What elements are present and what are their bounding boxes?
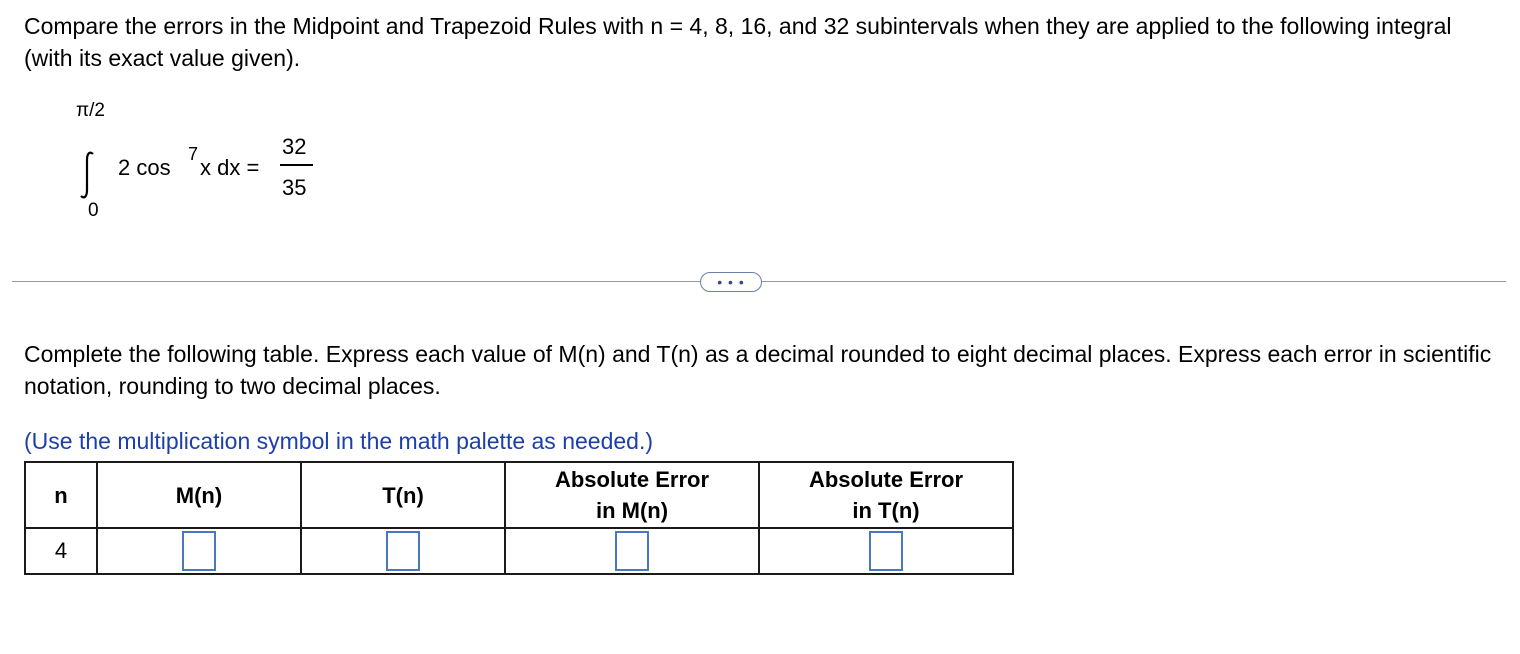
table-row <box>25 528 1013 574</box>
instructions-text: Complete the following table. Express each value of M(n) and T(n) as a decimal rounded to eight decimal places. Express each error in scientific notation, rounding to two decimal places. <box>24 341 1492 399</box>
cell-midpoint <box>97 528 301 574</box>
answer-table <box>24 461 1014 575</box>
header-n: n <box>25 462 97 528</box>
header-error-midpoint-line1: Absolute Error <box>554 467 710 492</box>
integral-lower-limit: 0 <box>88 200 99 221</box>
header-error-trapezoid-line2: in T(n) <box>852 498 920 523</box>
integral-upper-limit: π/2 <box>76 100 105 121</box>
header-error-trapezoid-line1: Absolute Error <box>808 467 964 492</box>
integrand-exponent: 7 <box>188 144 199 164</box>
integrand-variable: x dx = <box>200 155 260 180</box>
table-header-row <box>25 462 1013 528</box>
question-prompt: Compare the errors in the Midpoint and Trapezoid Rules with n = 4, 8, 16, and 32 subintervals when they are applied to the following integral (with its exact value given). <box>24 13 1452 71</box>
integrand-function: 2 cos <box>118 155 171 180</box>
header-error-trapezoid <box>759 462 1013 528</box>
header-error-midpoint <box>505 462 759 528</box>
header-error-midpoint-line2: in M(n) <box>595 498 669 523</box>
cell-error-trapezoid <box>759 528 1013 574</box>
fraction-numerator: 32 <box>282 134 307 159</box>
header-midpoint: M(n) <box>97 462 301 528</box>
trapezoid-answer-input[interactable] <box>386 531 420 571</box>
midpoint-answer-input[interactable] <box>182 531 216 571</box>
integral-sign-icon <box>78 150 98 200</box>
row-n-value: 4 <box>25 528 97 574</box>
cell-error-midpoint <box>505 528 759 574</box>
fraction-denominator: 35 <box>282 175 307 200</box>
expand-more-button[interactable] <box>700 272 762 292</box>
fraction-bar <box>280 164 313 166</box>
header-trapezoid: T(n) <box>301 462 505 528</box>
hint-text: (Use the multiplication symbol in the math palette as needed.) <box>24 428 653 454</box>
error-midpoint-answer-input[interactable] <box>615 531 649 571</box>
error-trapezoid-answer-input[interactable] <box>869 531 903 571</box>
cell-trapezoid <box>301 528 505 574</box>
more-dots-icon: • • • <box>717 274 745 290</box>
